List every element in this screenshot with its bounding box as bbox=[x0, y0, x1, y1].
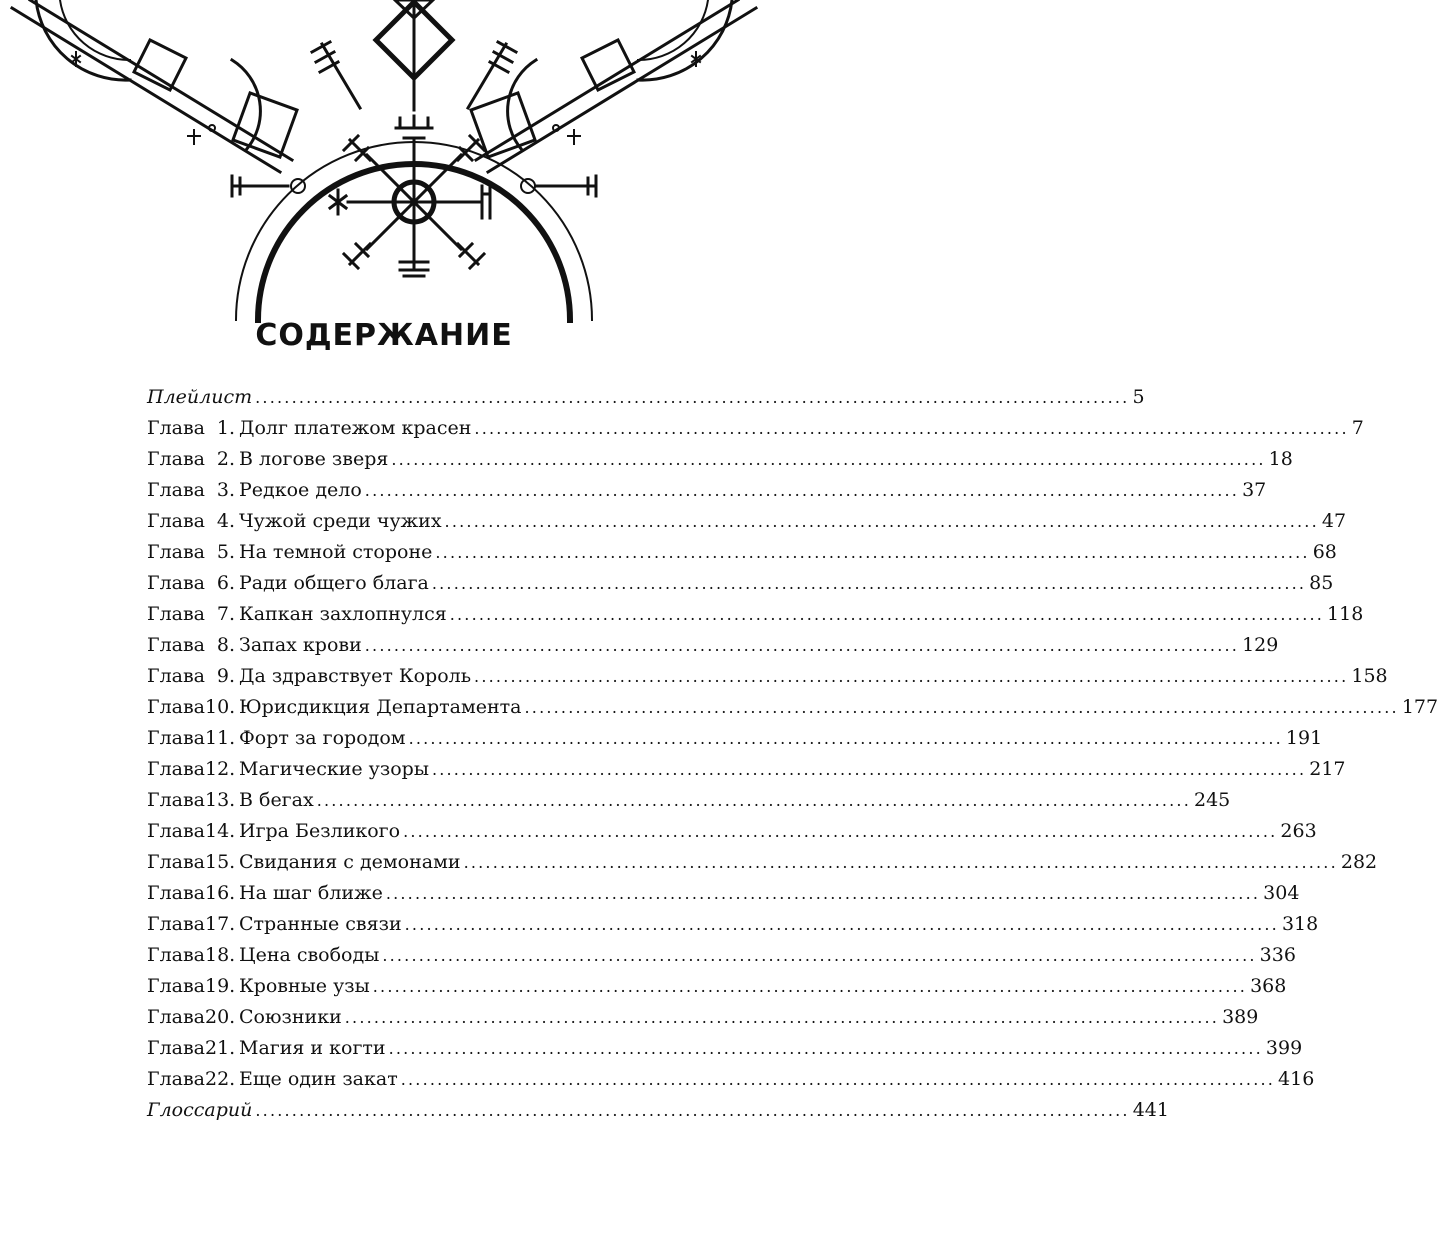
entry-title: Долг платежом красен bbox=[239, 417, 472, 439]
entry-title: Магические узоры bbox=[239, 758, 429, 780]
chapter-number: 19. bbox=[205, 975, 236, 997]
toc-entry bbox=[147, 971, 1287, 1002]
chapter-prefix bbox=[147, 723, 239, 754]
dot-leader: ........................................................................................................................ bbox=[364, 481, 1240, 500]
page-title: СОДЕРЖАНИЕ bbox=[255, 318, 513, 353]
chapter-number: 12. bbox=[205, 758, 236, 780]
toc-entry bbox=[147, 1033, 1303, 1064]
chapter-prefix bbox=[147, 475, 239, 506]
chapter-word: Глава bbox=[147, 1068, 206, 1090]
entry-title: Юрисдикция Департамента bbox=[239, 696, 522, 718]
chapter-prefix bbox=[147, 816, 239, 847]
dot-leader: ........................................................................................................................ bbox=[255, 1101, 1130, 1120]
dot-leader: ........................................................................................................................ bbox=[474, 667, 1349, 686]
chapter-word: Глава bbox=[147, 975, 206, 997]
entry-title: Еще один закат bbox=[239, 1068, 398, 1090]
dot-leader: ........................................................................................................................ bbox=[431, 760, 1307, 779]
entry-title: Чужой среди чужих bbox=[239, 510, 442, 532]
chapter-word: Глава bbox=[147, 1006, 206, 1028]
page-number: 118 bbox=[1327, 603, 1364, 625]
toc-entry bbox=[147, 537, 1337, 568]
entry-title: Магия и когти bbox=[239, 1037, 386, 1059]
page-number: 191 bbox=[1285, 727, 1323, 749]
chapter-prefix bbox=[147, 878, 239, 909]
toc-entry bbox=[147, 785, 1231, 816]
dot-leader: ........................................................................................................................ bbox=[364, 636, 1240, 655]
chapter-prefix bbox=[147, 1033, 239, 1064]
dot-leader: ........................................................................................................................ bbox=[435, 543, 1310, 562]
page-number: 177 bbox=[1401, 696, 1438, 718]
page-number: 318 bbox=[1281, 913, 1319, 935]
chapter-word: Глава bbox=[147, 758, 206, 780]
chapter-word: Глава bbox=[147, 944, 206, 966]
toc-entry bbox=[147, 1095, 1169, 1126]
chapter-number: 6. bbox=[216, 572, 235, 594]
chapter-word: Глава bbox=[147, 541, 206, 563]
chapter-prefix bbox=[147, 537, 239, 568]
entry-title: Ради общего блага bbox=[239, 572, 429, 594]
toc-entry bbox=[147, 1002, 1259, 1033]
chapter-prefix bbox=[147, 506, 239, 537]
page-number: 158 bbox=[1351, 665, 1388, 687]
toc-entry bbox=[147, 599, 1364, 630]
entry-title: В логове зверя bbox=[239, 448, 389, 470]
chapter-word: Глава bbox=[147, 510, 206, 532]
toc-entry bbox=[147, 723, 1323, 754]
chapter-word: Глава bbox=[147, 448, 206, 470]
chapter-prefix bbox=[147, 909, 239, 940]
page-number: 263 bbox=[1280, 820, 1317, 842]
page-number: 217 bbox=[1309, 758, 1346, 780]
page-number: 304 bbox=[1263, 882, 1300, 904]
chapter-word: Глава bbox=[147, 727, 206, 749]
page-number: 7 bbox=[1351, 417, 1364, 439]
dot-leader: ........................................................................................................................ bbox=[400, 1070, 1276, 1089]
toc-entry bbox=[147, 568, 1334, 599]
chapter-prefix bbox=[147, 940, 239, 971]
toc-entry bbox=[147, 847, 1378, 878]
dot-leader: ........................................................................................................................ bbox=[391, 450, 1266, 469]
toc-entry bbox=[147, 413, 1364, 444]
chapter-number: 4. bbox=[216, 510, 235, 532]
entry-title: В бегах bbox=[239, 789, 314, 811]
chapter-number: 10. bbox=[205, 696, 236, 718]
chapter-number: 8. bbox=[216, 634, 235, 656]
chapter-word: Глава bbox=[147, 789, 206, 811]
page-number: 389 bbox=[1222, 1006, 1259, 1028]
chapter-number: 2. bbox=[216, 448, 235, 470]
toc-entry bbox=[147, 661, 1388, 692]
chapter-number: 22. bbox=[205, 1068, 236, 1090]
toc-entry bbox=[147, 692, 1438, 723]
page-number: 85 bbox=[1309, 572, 1334, 594]
entry-title: Редкое дело bbox=[239, 479, 362, 501]
dot-leader: ........................................................................................................................ bbox=[524, 698, 1399, 717]
toc-entry bbox=[147, 1064, 1315, 1095]
entry-title: Свидания с демонами bbox=[239, 851, 461, 873]
page-number: 18 bbox=[1268, 448, 1293, 470]
chapter-word: Глава bbox=[147, 851, 206, 873]
dot-leader: ........................................................................................................................ bbox=[382, 946, 1257, 965]
page-number: 245 bbox=[1194, 789, 1231, 811]
chapter-number: 14. bbox=[205, 820, 236, 842]
chapter-number: 13. bbox=[205, 789, 236, 811]
entry-title: На темной стороне bbox=[239, 541, 433, 563]
chapter-number: 20. bbox=[205, 1006, 236, 1028]
chapter-word: Глава bbox=[147, 882, 206, 904]
dot-leader: ........................................................................................................................ bbox=[316, 791, 1191, 810]
toc-entry bbox=[147, 506, 1347, 537]
vegvisir-compass-icon bbox=[0, 0, 768, 290]
chapter-word: Глава bbox=[147, 479, 206, 501]
dot-leader: ........................................................................................................................ bbox=[385, 884, 1261, 903]
dot-leader: ........................................................................................................................ bbox=[463, 853, 1338, 872]
page-number: 441 bbox=[1132, 1099, 1169, 1121]
chapter-word: Глава bbox=[147, 603, 206, 625]
entry-title: Странные связи bbox=[239, 913, 402, 935]
entry-title: Да здравствует Король bbox=[239, 665, 472, 687]
entry-title: На шаг ближе bbox=[239, 882, 383, 904]
dot-leader: ........................................................................................................................ bbox=[444, 512, 1319, 531]
chapter-number: 17. bbox=[205, 913, 236, 935]
chapter-number: 18. bbox=[205, 944, 236, 966]
page-number: 368 bbox=[1250, 975, 1287, 997]
chapter-number: 16. bbox=[205, 882, 236, 904]
page-number: 336 bbox=[1259, 944, 1296, 966]
chapter-prefix bbox=[147, 1064, 239, 1095]
entry-title: Глоссарий bbox=[147, 1099, 253, 1121]
chapter-word: Глава bbox=[147, 696, 206, 718]
page-number: 47 bbox=[1321, 510, 1347, 532]
chapter-word: Глава bbox=[147, 913, 206, 935]
entry-title: Кровные узы bbox=[239, 975, 370, 997]
dot-leader: ........................................................................................................................ bbox=[474, 419, 1349, 438]
entry-title: Запах крови bbox=[239, 634, 362, 656]
dot-leader: ........................................................................................................................ bbox=[404, 915, 1279, 934]
toc-entry bbox=[147, 909, 1319, 940]
entry-title: Плейлист bbox=[147, 386, 253, 408]
toc-entry bbox=[147, 816, 1317, 847]
chapter-prefix bbox=[147, 413, 239, 444]
chapter-word: Глава bbox=[147, 665, 206, 687]
entry-title: Цена свободы bbox=[239, 944, 380, 966]
chapter-word: Глава bbox=[147, 634, 206, 656]
chapter-number: 7. bbox=[216, 603, 235, 625]
dot-leader: ........................................................................................................................ bbox=[255, 388, 1130, 407]
entry-title: Союзники bbox=[239, 1006, 342, 1028]
entry-title: Форт за городом bbox=[239, 727, 406, 749]
dot-leader: ........................................................................................................................ bbox=[388, 1039, 1263, 1058]
chapter-number: 9. bbox=[216, 665, 235, 687]
page-number: 129 bbox=[1242, 634, 1279, 656]
dot-leader: ........................................................................................................................ bbox=[403, 822, 1278, 841]
chapter-number: 15. bbox=[205, 851, 236, 873]
page-number: 416 bbox=[1278, 1068, 1315, 1090]
toc-list bbox=[147, 382, 1438, 1126]
dot-leader: ........................................................................................................................ bbox=[431, 574, 1307, 593]
chapter-prefix bbox=[147, 847, 239, 878]
chapter-prefix bbox=[147, 568, 239, 599]
page-number: 5 bbox=[1132, 386, 1145, 408]
chapter-prefix bbox=[147, 754, 239, 785]
toc-entry bbox=[147, 940, 1296, 971]
dot-leader: ........................................................................................................................ bbox=[449, 605, 1325, 624]
entry-title: Игра Безликого bbox=[239, 820, 401, 842]
entry-title: Капкан захлопнулся bbox=[239, 603, 447, 625]
chapter-word: Глава bbox=[147, 572, 206, 594]
page-number: 37 bbox=[1242, 479, 1267, 501]
chapter-number: 21. bbox=[205, 1037, 236, 1059]
toc-entry bbox=[147, 382, 1145, 413]
toc-entry bbox=[147, 754, 1346, 785]
toc-entry bbox=[147, 878, 1300, 909]
chapter-number: 5. bbox=[216, 541, 235, 563]
dot-leader: ........................................................................................................................ bbox=[372, 977, 1248, 996]
chapter-word: Глава bbox=[147, 820, 206, 842]
chapter-prefix bbox=[147, 599, 239, 630]
chapter-prefix bbox=[147, 630, 239, 661]
chapter-word: Глава bbox=[147, 1037, 206, 1059]
toc-entry bbox=[147, 475, 1267, 506]
toc-entry bbox=[147, 630, 1279, 661]
page-number: 68 bbox=[1312, 541, 1337, 563]
chapter-prefix bbox=[147, 785, 239, 816]
page-number: 399 bbox=[1265, 1037, 1303, 1059]
chapter-number: 1. bbox=[216, 417, 235, 439]
chapter-prefix bbox=[147, 1002, 239, 1033]
chapter-number: 11. bbox=[205, 727, 236, 749]
chapter-prefix bbox=[147, 661, 239, 692]
dot-leader: ........................................................................................................................ bbox=[344, 1008, 1220, 1027]
dot-leader: ........................................................................................................................ bbox=[408, 729, 1283, 748]
chapter-prefix bbox=[147, 692, 239, 723]
chapter-prefix bbox=[147, 444, 239, 475]
chapter-prefix bbox=[147, 971, 239, 1002]
page-number: 282 bbox=[1340, 851, 1378, 873]
toc-entry bbox=[147, 444, 1293, 475]
chapter-word: Глава bbox=[147, 417, 206, 439]
chapter-number: 3. bbox=[216, 479, 235, 501]
